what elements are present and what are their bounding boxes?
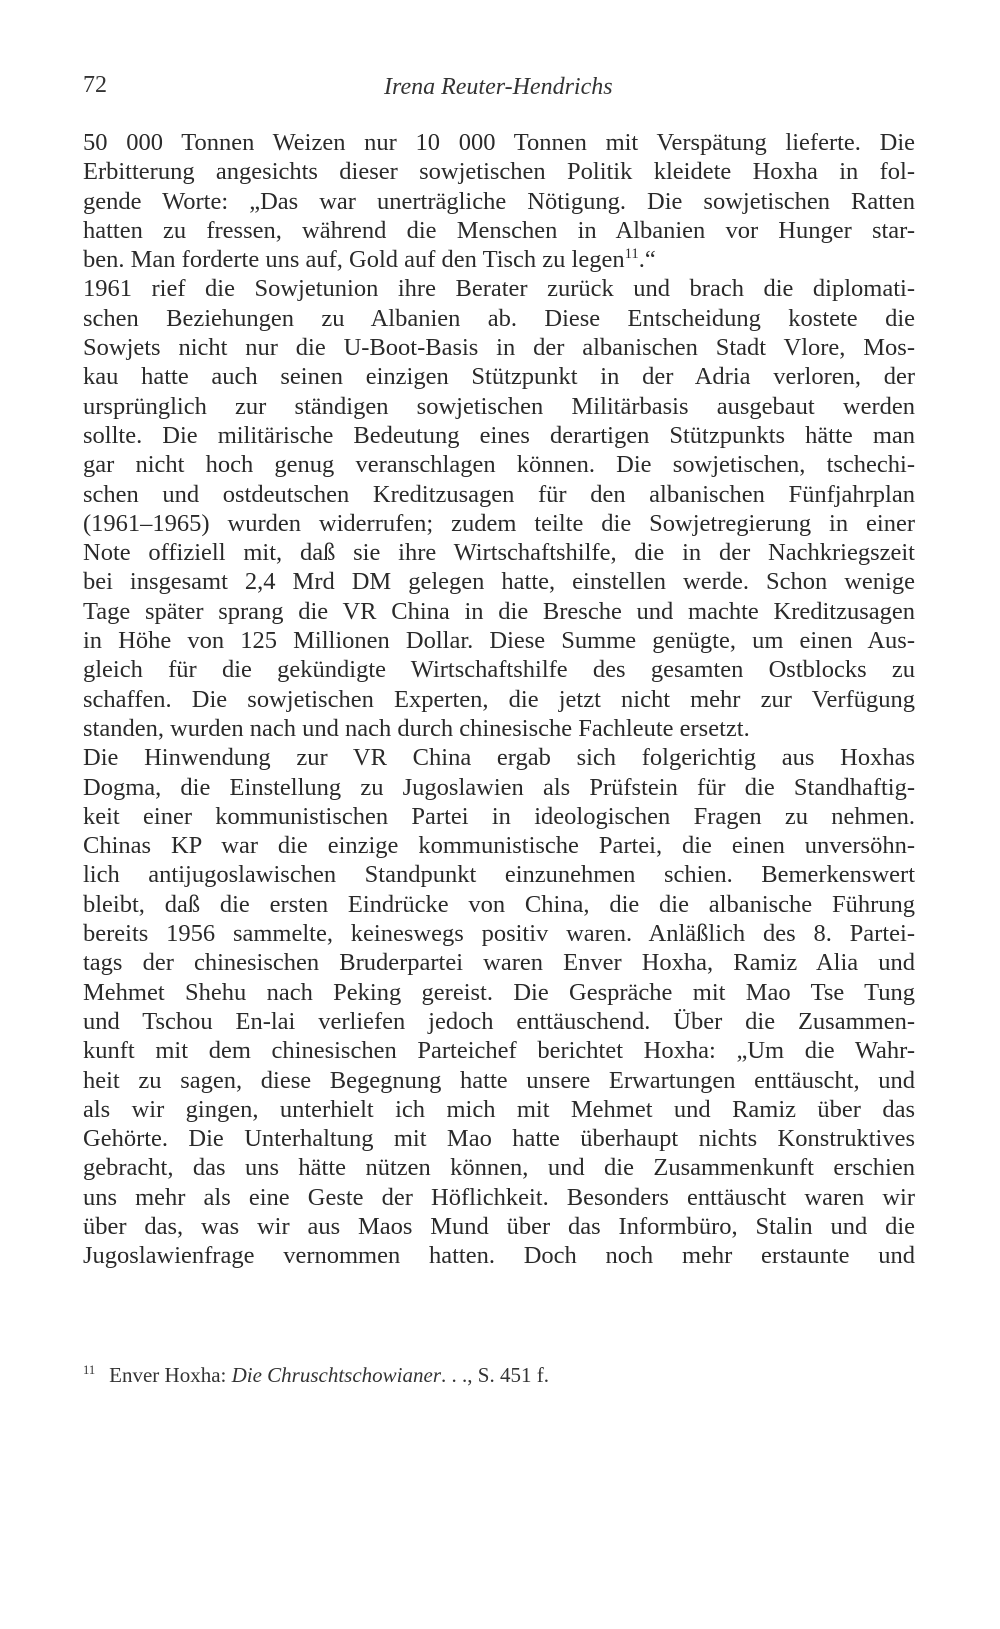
- text-line-content: ben. Man forderte uns auf, Gold auf den Tisch zu legen: [83, 246, 625, 274]
- text-line: in Höhe von 125 Millionen Dollar. Diese Summe genügte, um einen Aus-: [83, 627, 915, 655]
- text-line: heit zu sagen, diese Begegnung hatte unsere Erwartungen enttäuscht, und: [83, 1066, 915, 1094]
- text-line: schen und ostdeutschen Kreditzusagen für den albanischen Fünfjahrplan: [83, 480, 915, 508]
- footnote: [83, 1363, 549, 1388]
- text-line: Jugoslawienfrage vernommen hatten. Doch noch mehr erstaunte und: [83, 1242, 915, 1270]
- text-line: ursprünglich zur ständigen sowjetischen Militärbasis ausgebaut werden: [83, 392, 915, 420]
- text-line: 50 000 Tonnen Weizen nur 10 000 Tonnen mit Verspätung lieferte. Die: [83, 129, 915, 156]
- text-line: keit einer kommunistischen Partei in ideologischen Fragen zu nehmen.: [83, 802, 915, 830]
- text-line: bei insgesamt 2,4 Mrd DM gelegen hatte, einstellen werde. Schon wenige: [83, 568, 915, 596]
- text-line: Mehmet Shehu nach Peking gereist. Die Gespräche mit Mao Tse Tung: [83, 978, 915, 1006]
- text-line: bleibt, daß die ersten Eindrücke von China, die die albanische Führung: [83, 890, 915, 918]
- running-head: Irena Reuter-Hendrichs: [384, 74, 613, 100]
- text-line: gleich für die gekündigte Wirtschaftshilfe des gesamten Ostblocks zu: [83, 656, 915, 684]
- text-line: Tage später sprang die VR China in die Bresche und machte Kreditzusagen: [83, 597, 915, 625]
- text-line: bereits 1956 sammelte, keineswegs positiv waren. Anläßlich des 8. Partei-: [83, 920, 915, 948]
- text-line: (1961–1965) wurden widerrufen; zudem teilte die Sowjetregierung in einer: [83, 509, 915, 537]
- text-line: und Tschou En-lai verliefen jedoch enttäuschend. Über die Zusammen-: [83, 1007, 915, 1035]
- text-line: lich antijugoslawischen Standpunkt einzunehmen schien. Bemerkenswert: [83, 861, 915, 889]
- text-line: kunft mit dem chinesischen Parteichef berichtet Hoxha: „Um die Wahr-: [83, 1037, 915, 1065]
- body-text: [83, 128, 915, 1271]
- footnote-number: 11: [83, 1363, 96, 1377]
- text-line: schaffen. Die sowjetischen Experten, die jetzt nicht mehr zur Verfügung: [83, 685, 915, 713]
- text-line: Chinas KP war die einzige kommunistische Partei, die einen unversöhn-: [83, 832, 915, 860]
- text-line: Dogma, die Einstellung zu Jugoslawien als Prüfstein für die Standhaftig-: [83, 773, 915, 801]
- page-number: 72: [83, 72, 107, 98]
- text-line: gar nicht hoch genug veranschlagen können. Die sowjetischen, tschechi-: [83, 451, 915, 479]
- text-line: gebracht, das uns hätte nützen können, und die Zusammenkunft erschien: [83, 1154, 915, 1182]
- quote-close: .“: [638, 246, 656, 274]
- text-line: tags der chinesischen Bruderpartei waren Enver Hoxha, Ramiz Alia und: [83, 949, 915, 977]
- text-line: hatten zu fressen, während die Menschen in Albanien vor Hunger star-: [83, 216, 915, 244]
- text-line: gende Worte: „Das war unerträgliche Nötigung. Die sowjetischen Ratten: [83, 187, 915, 215]
- text-line: standen, wurden nach und nach durch chinesische Fachleute ersetzt.: [83, 714, 750, 742]
- text-line: schen Beziehungen zu Albanien ab. Diese Entscheidung kostete die: [83, 304, 915, 332]
- text-line: über das, was wir aus Maos Mund über das Informbüro, Stalin und die: [83, 1212, 915, 1240]
- footnote-citation: . . ., S. 451 f.: [441, 1363, 549, 1387]
- text-line: uns mehr als eine Geste der Höflichkeit. Besonders enttäuscht waren wir: [83, 1183, 915, 1211]
- text-line: [83, 245, 915, 274]
- text-line: Erbitterung angesichts dieser sowjetischen Politik kleidete Hoxha in fol-: [83, 158, 915, 186]
- text-line: sollte. Die militärische Bedeutung eines derartigen Stützpunkts hätte man: [83, 421, 915, 449]
- text-line: Die Hinwendung zur VR China ergab sich folgerichtig aus Hoxhas: [83, 744, 915, 772]
- footnote-title: Die Chruschtschowianer: [231, 1363, 442, 1387]
- text-line: Sowjets nicht nur die U-Boot-Basis in der albanischen Stadt Vlore, Mos-: [83, 334, 915, 362]
- text-line: als wir gingen, unterhielt ich mich mit Mehmet und Ramiz über das: [83, 1095, 915, 1123]
- footnote-reference: 11: [624, 246, 639, 263]
- footnote-author: Enver Hoxha:: [109, 1363, 227, 1387]
- text-line: kau hatte auch seinen einzigen Stützpunkt in der Adria verloren, der: [83, 363, 915, 391]
- text-line: Gehörte. Die Unterhaltung mit Mao hatte überhaupt nichts Konstruktives: [83, 1125, 915, 1153]
- text-line: 1961 rief die Sowjetunion ihre Berater zurück und brach die diplomati-: [83, 275, 915, 303]
- text-line: Note offiziell mit, daß sie ihre Wirtschaftshilfe, die in der Nachkriegszeit: [83, 539, 915, 567]
